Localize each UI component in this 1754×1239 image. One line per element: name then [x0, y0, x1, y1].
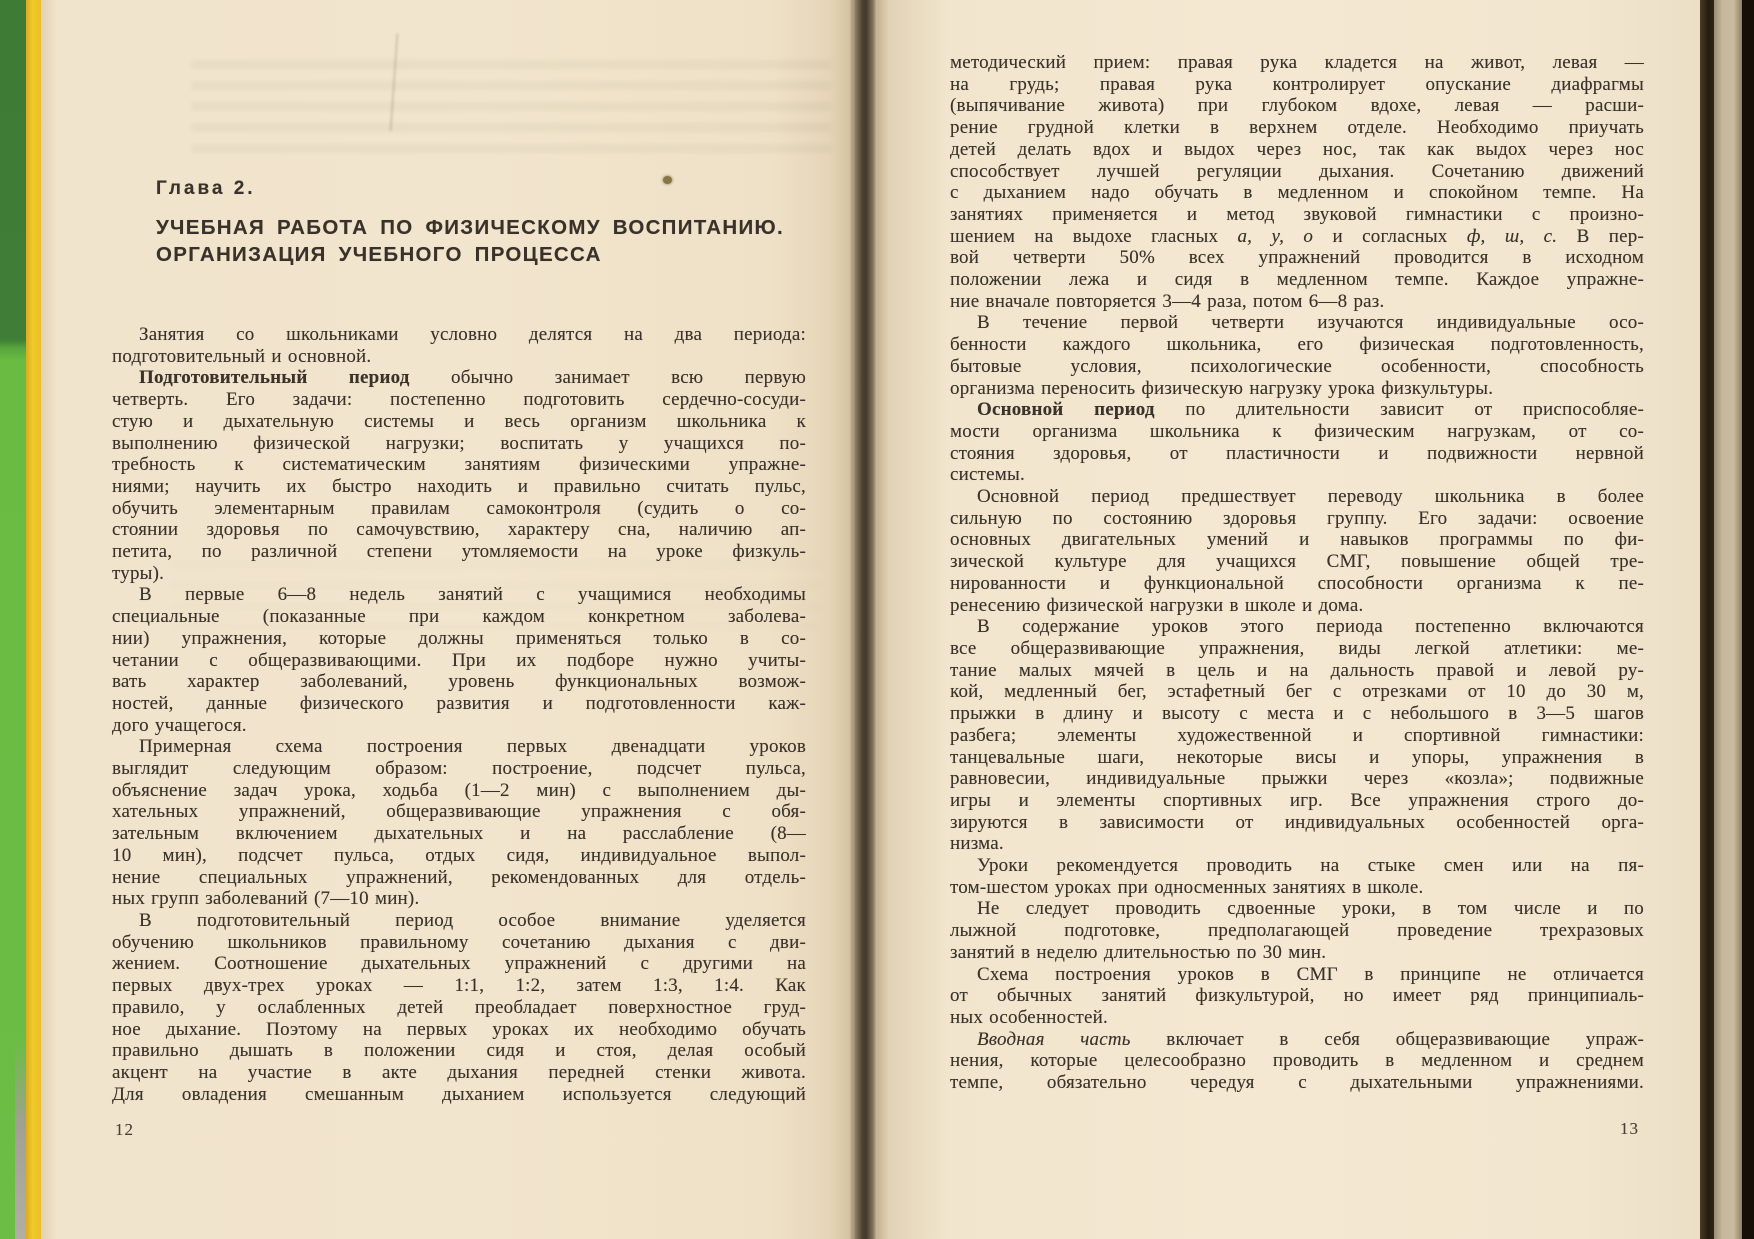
- text-line: хательных упражнений, общеразвивающие упражнения с обя-: [112, 801, 806, 823]
- text-line: занятиях применяется и метод звуковой гимнастики с произно-: [950, 203, 1644, 225]
- text-line: специальные (показанные при каждом конкретном заболева-: [112, 606, 806, 628]
- book-edge-shadow-outer: [1742, 0, 1754, 1239]
- text-line: Не следует проводить сдвоенные уроки, в том числе и по: [977, 898, 1644, 920]
- text-line: бытовые условия, психологические особенности, способность: [950, 355, 1644, 377]
- text-line: подготовительный и основной.: [112, 345, 372, 367]
- text-line: низма.: [950, 833, 1004, 855]
- text-line: нение специальных упражнений, рекомендованных для отдель-: [112, 866, 806, 888]
- left-page-text-column: [112, 324, 806, 1105]
- text-line: ное дыхание. Поэтому на первых уроках их необходимо обучать: [112, 1018, 806, 1040]
- text-line: стоянии здоровья по самочувствию, характеру сна, наличию ап-: [112, 519, 806, 541]
- text-line: обучить элементарным правилам самоконтроля (судить о со-: [112, 497, 806, 519]
- text-line: Подготовительный период обычно занимает всю первую: [139, 367, 806, 389]
- text-line: рение грудной клетки в верхнем отделе. Необходимо приучать: [950, 117, 1644, 139]
- text-line: все общеразвивающие упражнения, виды легкой атлетики: ме-: [950, 637, 1644, 659]
- text-line: жением. Соотношение дыхательных упражнений с другими на: [112, 953, 806, 975]
- text-line: ных особенностей.: [950, 1006, 1108, 1028]
- text-line: детей делать вдох и выдох через нос, так как выдох через нос: [950, 138, 1644, 160]
- text-line: нированности и функциональной способности организма к пе-: [950, 572, 1644, 594]
- text-line: равновесии, индивидуальные прыжки через «козла»; подвижные: [950, 768, 1644, 790]
- text-line: обучению школьников правильному сочетанию дыхания с дви-: [112, 931, 806, 953]
- text-line: (выпячивание живота) при глубоком вдохе, левая — расши-: [950, 95, 1644, 117]
- book-edge-shadow-inner: [1700, 0, 1714, 1239]
- text-line: прыжки в длину и высоту с места и с небольшого в 3—5 шагов: [950, 703, 1644, 725]
- chapter-title: [156, 215, 816, 268]
- chapter-label: Глава 2.: [156, 178, 256, 199]
- text-line: танцевальные шаги, некоторые висы и упоры, упражнения в: [950, 746, 1644, 768]
- text-line: выполнению физической нагрузки; воспитать у учащихся по-: [112, 432, 806, 454]
- text-line: положении лежа и сидя в медленном темпе. Каждое упражне-: [950, 269, 1644, 291]
- paragraph: [112, 367, 806, 584]
- paragraph: [950, 964, 1644, 1029]
- right-page-text-column: [950, 52, 1644, 1094]
- text-line: В содержание уроков этого периода постепенно включаются: [977, 616, 1644, 638]
- text-line: методический прием: правая рука кладется на живот, левая —: [950, 52, 1644, 73]
- text-line: вать характер заболеваний, уровень функциональных возмож-: [112, 671, 806, 693]
- text-line: ностей, данные физического развития и подготовленности каж-: [112, 692, 806, 714]
- text-line: зируются в зависимости от индивидуальных особенностей орга-: [950, 811, 1644, 833]
- text-line: системы.: [950, 464, 1025, 486]
- paragraph: [112, 910, 806, 1105]
- chapter-title-line: УЧЕБНАЯ РАБОТА ПО ФИЗИЧЕСКОМУ ВОСПИТАНИЮ.: [156, 216, 784, 239]
- text-line: том-шестом уроках при односменных занятиях в школе.: [950, 876, 1424, 898]
- text-line: В течение первой четверти изучаются индивидуальные осо-: [977, 312, 1644, 334]
- text-line: Для овладения смешанным дыханием используется следующий: [112, 1083, 806, 1105]
- text-line: ниями; научить их быстро находить и правильно считать пульс,: [112, 475, 806, 497]
- text-line: Примерная схема построения первых двенадцати уроков: [139, 736, 806, 758]
- ink-speck: [663, 176, 672, 184]
- page-gutter-shadow: [849, 0, 879, 1239]
- bleed-through-texture: [191, 60, 831, 160]
- paragraph: [112, 736, 806, 910]
- text-line: сильную по состоянию здоровья группу. Его задачи: освоение: [950, 507, 1644, 529]
- text-line: 10 мин), подсчет пульса, отдых сидя, индивидуальное выпол-: [112, 844, 806, 866]
- text-line: вой четверти 50% всех упражнений проводится в исходном: [950, 247, 1644, 269]
- text-line: на грудь; правая рука контролирует опускание диафрагмы: [950, 73, 1644, 95]
- text-line: основных двигательных умений и навыков программы по фи-: [950, 529, 1644, 551]
- cover-yellow-strip: [26, 0, 41, 1239]
- paragraph: [950, 486, 1644, 616]
- text-line: способствует лучшей регуляции дыхания. Сочетанию движений: [950, 160, 1644, 182]
- text-line: шением на выдохе гласных а, у, о и согласных ф, ш, с. В пер-: [950, 225, 1644, 247]
- text-line: дого учащегося.: [112, 714, 247, 736]
- paragraph: [950, 898, 1644, 963]
- text-line: зательным включением дыхательных и на расслабление (8—: [112, 823, 806, 845]
- text-line: правильно дышать в положении сидя и стоя, делая особый: [112, 1040, 806, 1062]
- text-line: выглядит следующим образом: построение, подсчет пульса,: [112, 758, 806, 780]
- text-line: нии) упражнения, которые должны применяться только в со-: [112, 627, 806, 649]
- text-line: занятий в неделю длительностью по 30 мин.: [950, 941, 1327, 963]
- chapter-title-line: ОРГАНИЗАЦИЯ УЧЕБНОГО ПРОЦЕССА: [156, 242, 602, 266]
- text-line: В первые 6—8 недель занятий с учащимися необходимы: [139, 584, 806, 606]
- text-line: четверть. Его задачи: постепенно подготовить сердечно-сосуди-: [112, 389, 806, 411]
- paragraph: [112, 324, 806, 367]
- paragraph: [950, 399, 1644, 486]
- text-line: зической культуре для учащихся СМГ, повышение общей тре-: [950, 551, 1644, 573]
- text-line: первых двух-трех уроках — 1:1, 1:2, затем 1:3, 1:4. Как: [112, 975, 806, 997]
- text-line: кой, медленный бег, эстафетный бег с отрезками от 10 до 30 м,: [950, 681, 1644, 703]
- text-line: ренесению физической нагрузки в школе и дома.: [950, 594, 1364, 616]
- text-line: Уроки рекомендуется проводить на стыке смен или на пя-: [977, 855, 1644, 877]
- book-fore-edge-pages: [1714, 0, 1742, 1239]
- text-line: ных групп заболеваний (7—10 мин).: [112, 888, 420, 910]
- paragraph: [950, 52, 1644, 312]
- text-line: организма переносить физическую нагрузку урока физкультуры.: [950, 377, 1494, 399]
- text-line: с дыханием надо обучать в медленном и спокойном темпе. На: [950, 182, 1644, 204]
- text-line: ние вначале повторяется 3—4 раза, потом 6—8 раз.: [950, 290, 1385, 312]
- text-line: Вводная часть включает в себя общеразвивающие упраж-: [977, 1028, 1644, 1050]
- paragraph: [112, 584, 806, 736]
- text-line: петита, по различной степени утомляемости на уроке физкуль-: [112, 541, 806, 563]
- text-line: темпе, обязательно чередуя с дыхательными упражнениями.: [950, 1072, 1644, 1094]
- paragraph: [950, 616, 1644, 855]
- text-line: мости организма школьника к физическим нагрузкам, от со-: [950, 420, 1644, 442]
- text-line: игры и элементы спортивных игр. Все упражнения строго до-: [950, 789, 1644, 811]
- text-line: требность к систематическим занятиям физическими упражне-: [112, 454, 806, 476]
- text-line: Основной период предшествует переводу школьника в более: [977, 486, 1644, 508]
- text-line: нения, которые целесообразно проводить в медленном и среднем: [950, 1050, 1644, 1072]
- text-line: В подготовительный период особое внимание уделяется: [139, 909, 806, 931]
- text-line: тание малых мячей в цель и на дальность правой и левой ру-: [950, 659, 1644, 681]
- text-line: туры).: [112, 562, 165, 584]
- text-line: Занятия со школьниками условно делятся на два периода:: [139, 324, 806, 345]
- text-line: стую и дыхательную системы и весь организм школьника к: [112, 410, 806, 432]
- paragraph: [950, 312, 1644, 399]
- text-line: объяснение задач урока, ходьба (1—2 мин) с выполнением ды-: [112, 779, 806, 801]
- text-line: стояния здоровья, от пластичности и подвижности нервной: [950, 442, 1644, 464]
- text-line: Схема построения уроков в СМГ в принципе не отличается: [977, 963, 1644, 985]
- text-line: Основной период по длительности зависит от приспособляе-: [977, 399, 1645, 421]
- page-number-left: 12: [115, 1120, 134, 1139]
- text-line: правило, у ослабленных детей преобладает поверхностное груд-: [112, 996, 806, 1018]
- text-line: от обычных занятий физкультурой, но имеет ряд принципиаль-: [950, 985, 1644, 1007]
- page-number-right: 13: [1620, 1119, 1639, 1138]
- text-line: четании с общеразвивающими. При их подборе нужно учиты-: [112, 649, 806, 671]
- paragraph: [950, 855, 1644, 898]
- text-line: акцент на участие в акте дыхания передней стенки живота.: [112, 1061, 806, 1083]
- text-line: лыжной подготовке, предполагающей проведение трехразовых: [950, 920, 1644, 942]
- text-line: разбега; элементы художественной и спортивной гимнастики:: [950, 724, 1644, 746]
- paragraph: [950, 1029, 1644, 1094]
- text-line: бенности каждого школьника, его физическая подготовленность,: [950, 334, 1644, 356]
